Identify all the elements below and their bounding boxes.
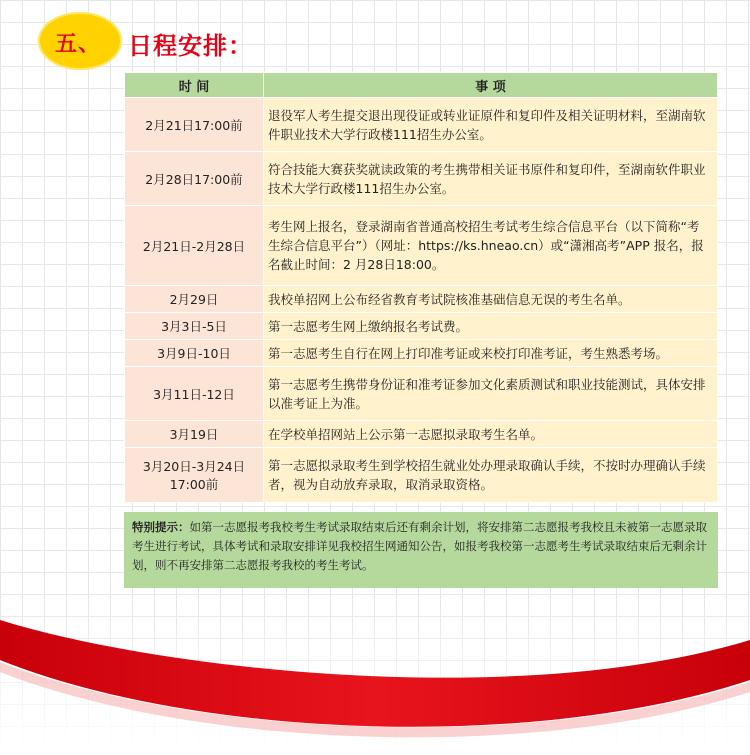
row-event: 第一志愿拟录取考生到学校招生就业处办理录取确认手续，不按时办理确认手续者，视为自动放弃录取，取消录取资格。 [264,448,718,503]
row-event: 符合技能大赛获奖就读政策的考生携带相关证书原件和复印件，至湖南软件职业技术大学行政楼111招生办公室。 [264,152,718,206]
note-text: 如第一志愿报考我校考生考试录取结束后还有剩余计划，将安排第二志愿报考我校且未被第一志愿录取考生进行考试，具体考试和录取安排详见我校招生网通知公告，如报考我校第一志愿考生考试录取结束后无剩余计划，则不再安排第二志愿报考我校的考生考试。 [132,520,707,572]
row-event: 第一志愿考生自行在网上打印准考证或来校打印准考证，考生熟悉考场。 [264,340,718,367]
row-time: 3月11日-12日 [125,367,264,421]
table-row [125,206,718,286]
row-event: 在学校单招网站上公示第一志愿拟录取考生名单。 [264,421,718,448]
red-swoosh-decoration [0,600,750,755]
section-title: 日程安排： [128,32,253,60]
row-event: 第一志愿考生携带身份证和准考证参加文化素质测试和职业技能测试，具体安排以准考证上为准。 [264,367,718,421]
row-time: 2月21日-2月28日 [125,206,264,286]
row-time: 2月21日17:00前 [125,98,264,152]
table-row [125,313,718,340]
header-event: 事 项 [264,73,718,98]
row-time: 2月29日 [125,286,264,313]
table-row [125,286,718,313]
row-time: 3月3日-5日 [125,313,264,340]
header-time: 时 间 [125,73,264,98]
row-time: 3月9日-10日 [125,340,264,367]
row-time: 2月28日17:00前 [125,152,264,206]
row-event: 退役军人考生提交退出现役证或转业证原件和复印件及相关证明材料，至湖南软件职业技术大学行政楼111招生办公室。 [264,98,718,152]
schedule-table [124,72,718,503]
row-event: 考生网上报名，登录湖南省普通高校招生考试考生综合信息平台（以下简称“考生综合信息平台”）（网址：https://ks.hneao.cn）或“潇湘高考”APP 报名，报名截止时间：2 月28日18:00。 [264,206,718,286]
table-header-row [125,73,718,98]
table-row [125,340,718,367]
table-row [125,152,718,206]
row-event: 第一志愿考生网上缴纳报名考试费。 [264,313,718,340]
table-row [125,421,718,448]
table-row [125,367,718,421]
section-number: 五、 [55,32,102,57]
row-event: 我校单招网上公布经省教育考试院核准基础信息无误的考生名单。 [264,286,718,313]
table-row [125,448,718,503]
row-time: 3月20日-3月24日 17:00前 [125,448,264,503]
table-row [125,98,718,152]
special-note [124,512,718,588]
note-label: 特别提示： [132,520,190,534]
row-time: 3月19日 [125,421,264,448]
